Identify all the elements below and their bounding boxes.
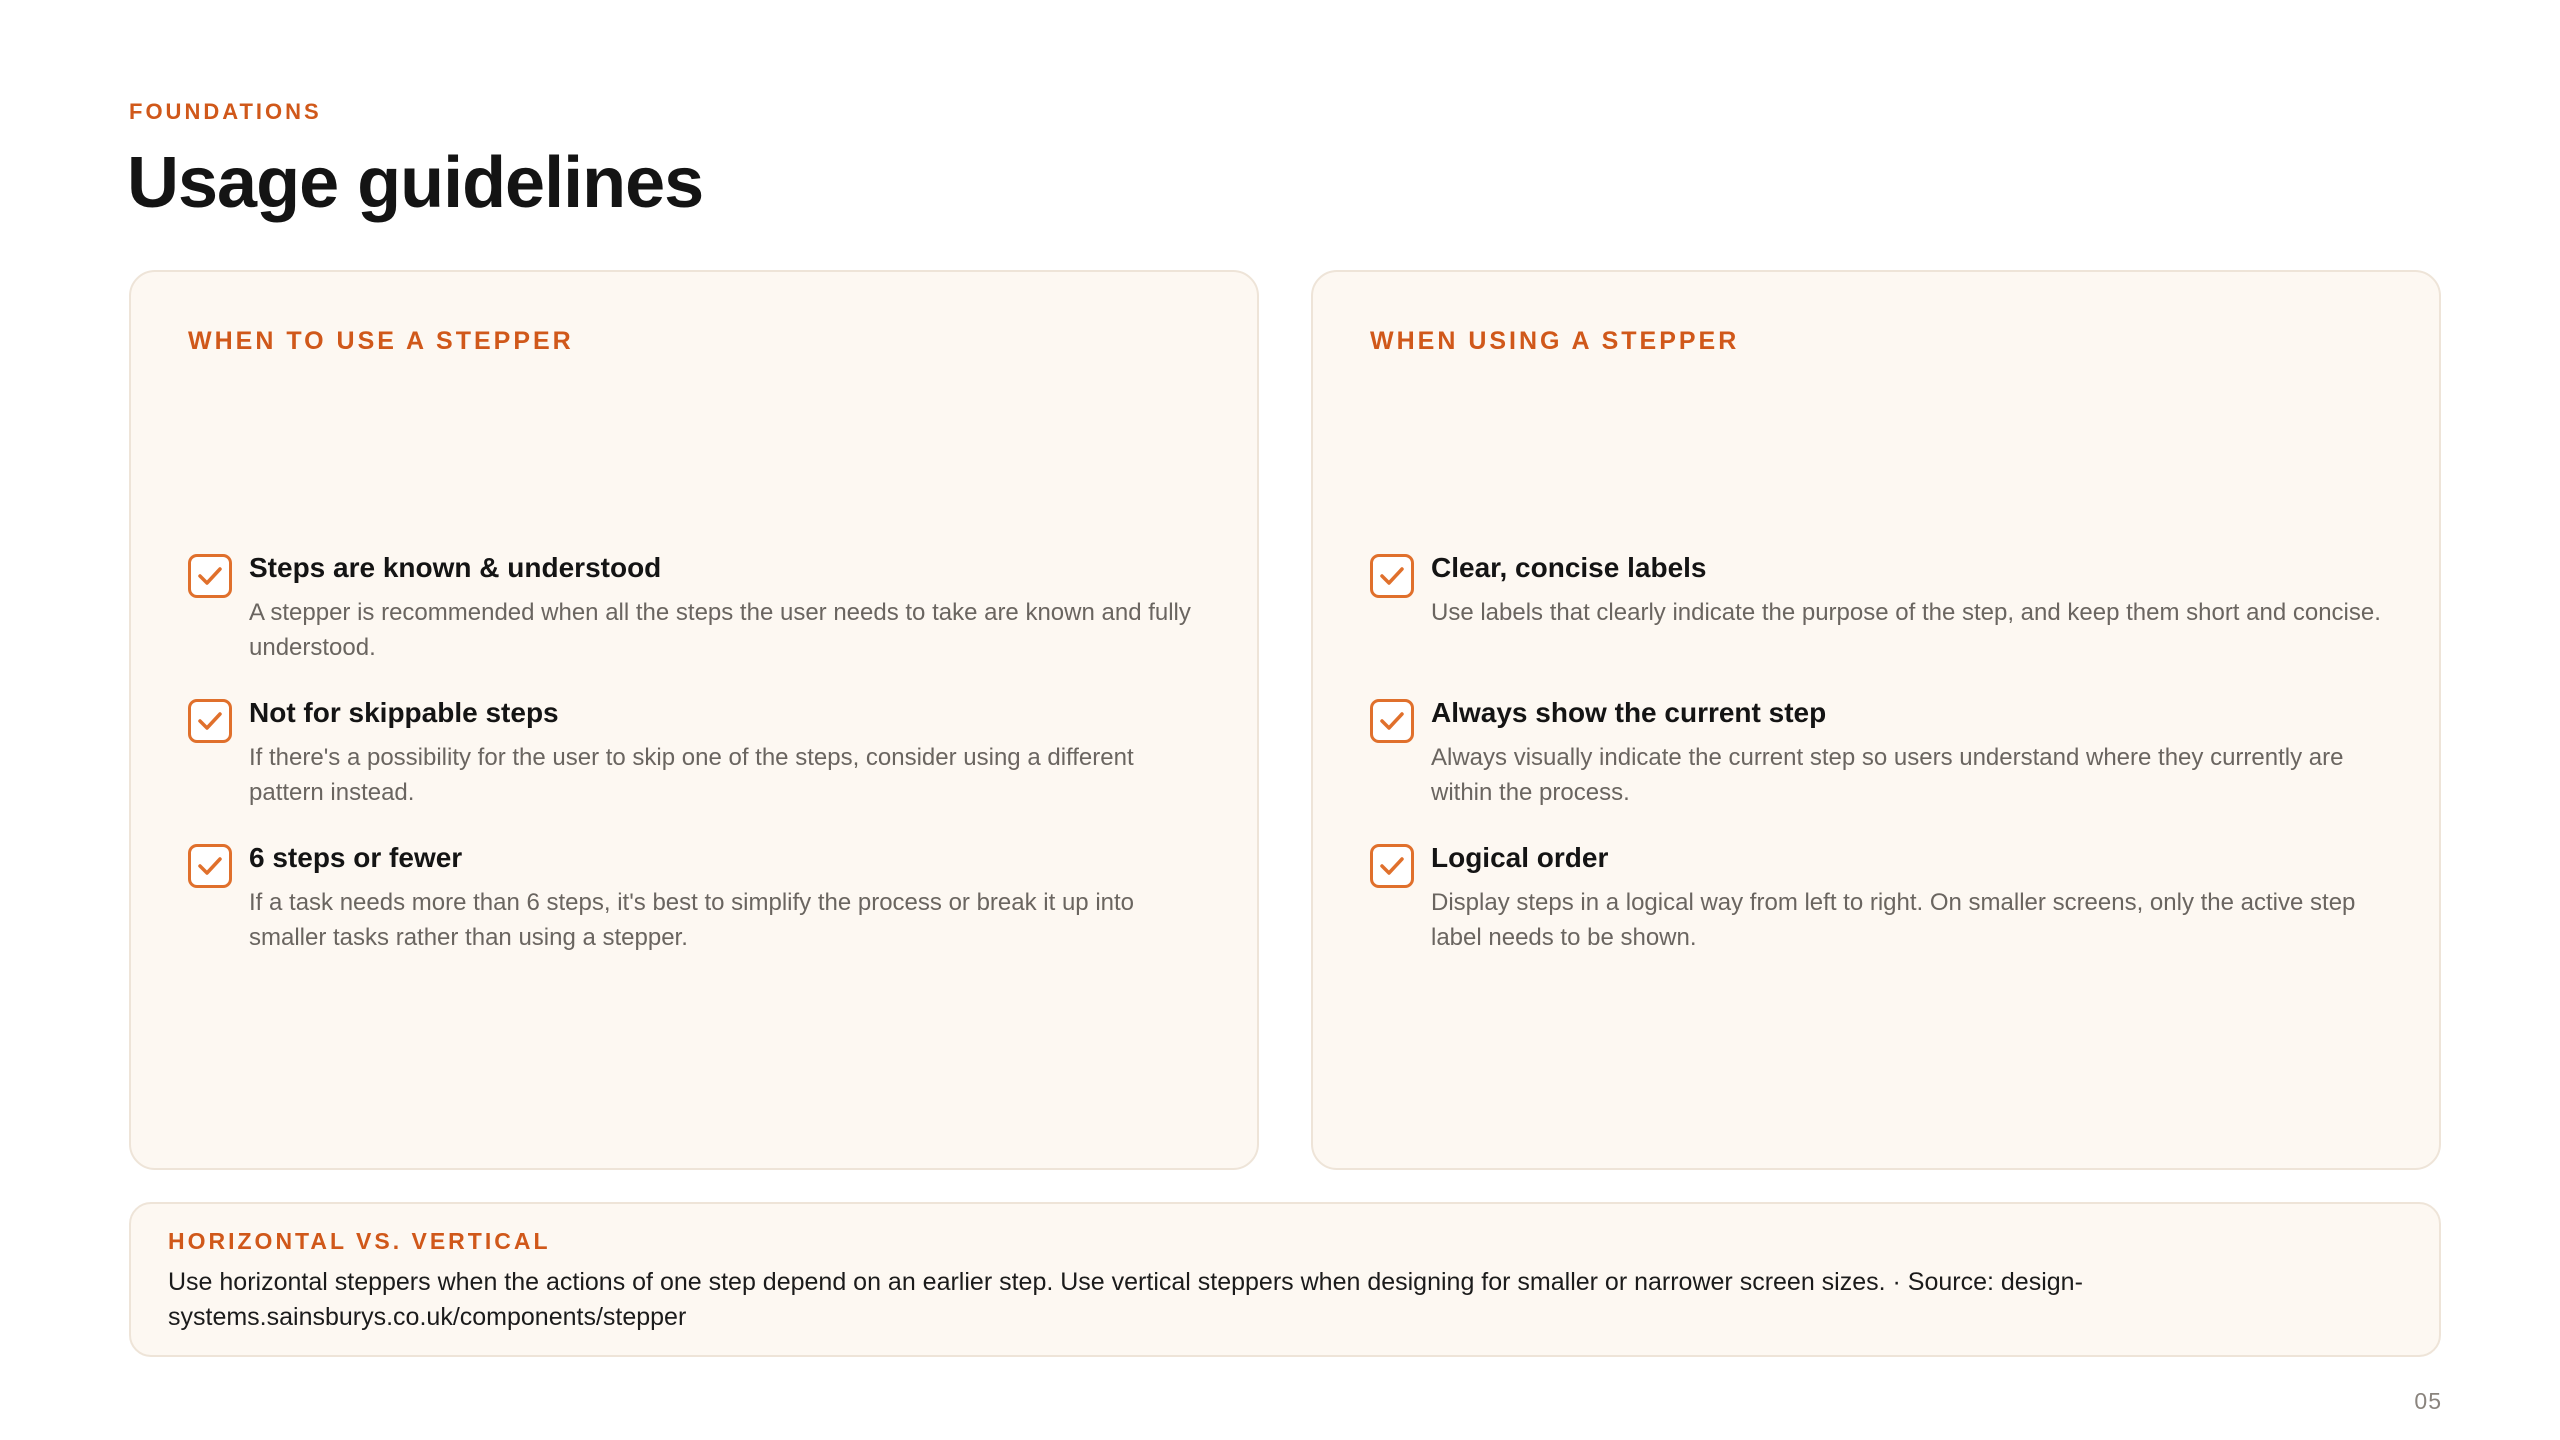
orientation-note <box>129 1202 2441 1357</box>
checkbox-checked-icon <box>188 844 232 888</box>
note-label: HORIZONTAL VS. VERTICAL <box>168 1228 551 1254</box>
checkbox-checked-icon <box>1370 554 1414 598</box>
eyebrow-label: FOUNDATIONS <box>129 99 322 124</box>
page-number: 05 <box>2414 1388 2442 1414</box>
guideline-item <box>188 695 1207 840</box>
card-label: WHEN USING A STEPPER <box>1370 327 1740 355</box>
guideline-item <box>188 550 1207 695</box>
guideline-description: A stepper is recommended when all the steps the user needs to take are known and fully understood. <box>249 599 1191 661</box>
guideline-title: 6 steps or fewer <box>249 842 463 873</box>
guideline-description: If a task needs more than 6 steps, it's best to simplify the process or break it up into smaller tasks rather than using a stepper. <box>249 889 1135 951</box>
checkbox-checked-icon <box>1370 699 1414 743</box>
guideline-description: If there's a possibility for the user to skip one of the steps, consider using a different pattern instead. <box>249 744 1134 806</box>
guideline-description: Display steps in a logical way from left to right. On smaller screens, only the active step label needs to be shown. <box>1431 889 2356 951</box>
guideline-title: Logical order <box>1431 842 1609 873</box>
guideline-item <box>1370 695 2389 840</box>
guideline-item <box>1370 840 2389 985</box>
guideline-item <box>1370 550 2389 695</box>
guideline-title: Clear, concise labels <box>1431 552 1707 583</box>
guideline-title: Not for skippable steps <box>249 697 559 728</box>
guideline-title: Always show the current step <box>1431 697 1827 728</box>
page-title: Usage guidelines <box>127 143 704 223</box>
checkbox-checked-icon <box>188 699 232 743</box>
card-when-to-use <box>129 270 1259 1170</box>
guideline-list <box>188 550 1207 985</box>
guideline-description: Always visually indicate the current step so users understand where they currently are within the process. <box>1431 744 2344 806</box>
checkbox-checked-icon <box>1370 844 1414 888</box>
guideline-title: Steps are known & understood <box>249 552 662 583</box>
card-label: WHEN TO USE A STEPPER <box>188 327 574 355</box>
card-when-using <box>1311 270 2441 1170</box>
guideline-description: Use labels that clearly indicate the purpose of the step, and keep them short and concise. <box>1431 599 2381 626</box>
guideline-item <box>188 840 1207 985</box>
checkbox-checked-icon <box>188 554 232 598</box>
guideline-list <box>1370 550 2389 985</box>
note-text: Use horizontal steppers when the actions of one step depend on an earlier step. Use vertical steppers when designing for smaller or narrower screen sizes. · Source: design-systems.sainsburys.co.uk/components/stepper <box>168 1268 2083 1331</box>
